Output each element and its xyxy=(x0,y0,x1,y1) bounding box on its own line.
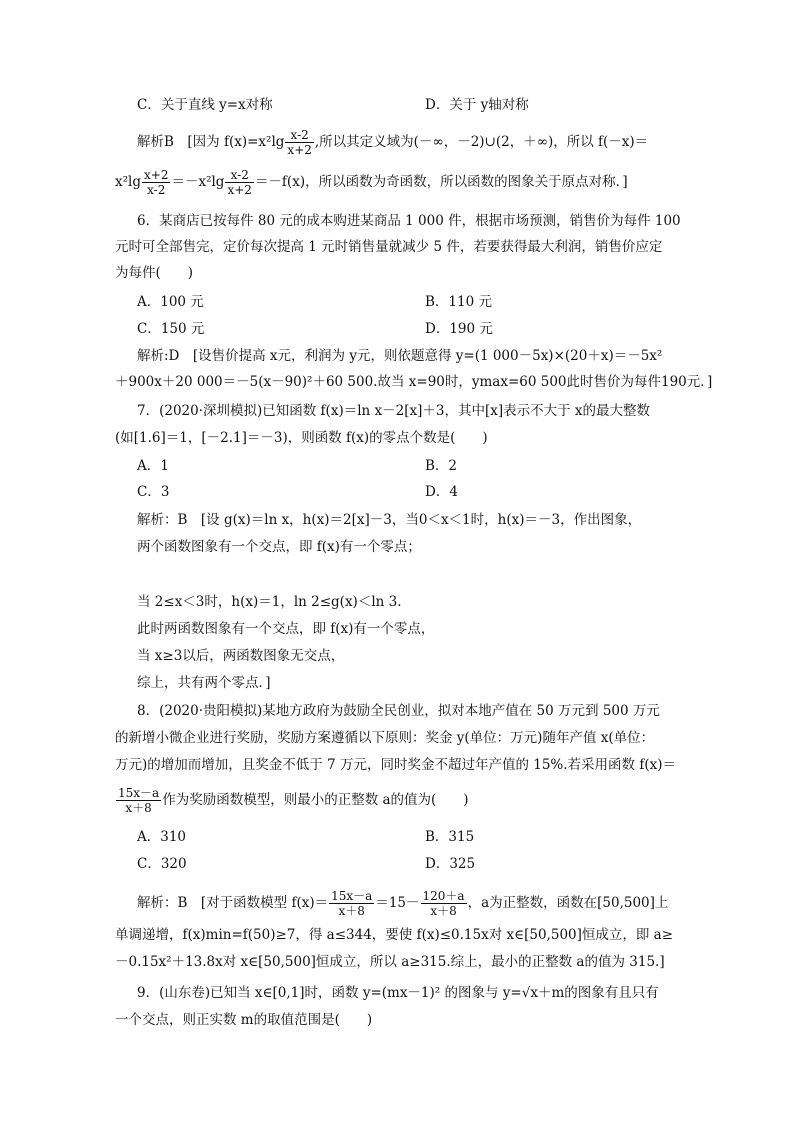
q7-option-d: D．4 xyxy=(425,484,458,500)
q6-stem-line1: 6．某商店已按每件 80 元的成本购进某商品 1 000 件，根据市场预测，销售价为每件 100 xyxy=(137,213,681,229)
fraction-denominator: x＋8 xyxy=(430,904,457,918)
q6-option-c: C．150 元 xyxy=(137,321,205,337)
q8-sol-text: ＝15－ xyxy=(375,895,420,911)
q8-option-a: A．310 xyxy=(137,829,187,845)
fraction-denominator: x＋8 xyxy=(338,904,365,918)
q5-option-c: C．关于直线 y=x对称 xyxy=(137,97,273,113)
fraction-denominator: x+2 xyxy=(227,183,252,197)
q8-stem-line2: 的新增小微企业进行奖励，奖励方案遵循以下原则：奖金 y(单位：万元)随年产值 x(单位： xyxy=(115,730,655,746)
fraction-numerator: 15x－a xyxy=(118,786,160,800)
q8-option-c: C．320 xyxy=(137,856,187,872)
q5-solution-line2 xyxy=(115,168,628,197)
fraction xyxy=(225,168,253,197)
fraction-denominator: x-2 xyxy=(147,183,166,197)
q7-option-b: B．2 xyxy=(425,458,458,474)
q5-sol-text: x²lg xyxy=(115,174,141,190)
q8-stem-line1: 8．(2020·贵阳模拟)某地方政府为鼓励全民创业，拟对本地产值在 50 万元到 500 万元 xyxy=(137,703,660,719)
fraction xyxy=(329,889,374,918)
fraction xyxy=(116,786,161,815)
q5-sol-text: 解析B [因为 f(x)=x²lg xyxy=(137,134,285,150)
q8-sol-text: ，a为正整数，函数在[50,500]上 xyxy=(467,895,669,911)
fraction xyxy=(142,168,170,197)
fraction-denominator: x+2 xyxy=(287,143,312,157)
fraction xyxy=(285,128,313,157)
q7-solution-line6: 综上，共有两个零点．] xyxy=(137,675,271,691)
q7-stem-line2: (如[1.6]＝1，[－2.1]＝－3)，则函数 f(x)的零点个数是( ) xyxy=(115,430,488,446)
q6-solution-line1: 解析:D [设售价提高 x元，利润为 y元，则依题意得 y=(1 000－5x)×(20＋x)＝－5x² xyxy=(137,348,663,364)
q7-solution-line3: 当 2≤x＜3时，h(x)＝1，ln 2≤g(x)＜ln 3. xyxy=(137,594,402,610)
q6-stem-line3: 为每件( ) xyxy=(115,265,194,281)
fraction-numerator: x-2 xyxy=(225,168,253,183)
q6-option-a: A．100 元 xyxy=(137,294,204,310)
q5-option-d: D．关于 y轴对称 xyxy=(425,97,529,113)
q6-stem-line2: 元时可全部售完，定价每次提高 1 元时销售量就减少 5 件，若要获得最大利润，销售价应定 xyxy=(115,239,663,255)
q7-solution-line4: 此时两函数图象有一个交点，即 f(x)有一个零点， xyxy=(137,621,435,637)
q8-stem-line3: 万元)的增加而增加，且奖金不低于 7 万元，同时奖金不超过年产值的 15%.若采用函数 f(x)＝ xyxy=(115,757,676,773)
fraction xyxy=(421,889,467,918)
fraction-numerator: 15x－a xyxy=(331,889,373,903)
q9-stem-line1: 9．(山东卷)已知当 x∈[0,1]时，函数 y=(mx－1)² 的图象与 y=√x＋m的图象有且只有 xyxy=(137,985,659,1001)
q8-option-b: B．315 xyxy=(425,829,475,845)
q8-sol-text: 解析：B [对于函数模型 f(x)＝ xyxy=(137,895,329,911)
q7-option-a: A．1 xyxy=(137,458,169,474)
q6-solution-line2: ＋900x＋20 000＝－5(x－90)²＋60 500.故当 x=90时，ymax=60 500此时售价为每件190元．] xyxy=(115,374,713,390)
q9-stem-line2: 一个交点，则正实数 m的取值范围是( ) xyxy=(115,1012,373,1028)
q7-option-c: C．3 xyxy=(137,484,170,500)
q5-sol-text: ＝－f(x)，所以函数为奇函数，所以函数的图象关于原点对称．] xyxy=(254,174,628,190)
q8-option-d: D．325 xyxy=(425,856,476,872)
q8-solution-line1 xyxy=(137,889,668,918)
fraction-denominator: x＋8 xyxy=(125,801,152,815)
q7-solution-line5: 当 x≥3以后，两函数图象无交点， xyxy=(137,648,345,664)
q8-stem-line4 xyxy=(115,786,469,815)
q7-stem-line1: 7．(2020·深圳模拟)已知函数 f(x)＝ln x－2[x]＋3，其中[x]表示不大于 x的最大整数 xyxy=(137,403,650,419)
q6-option-d: D．190 元 xyxy=(425,321,493,337)
q6-option-b: B．110 元 xyxy=(425,294,492,310)
q5-sol-text: ,所以其定义域为(－∞，－2)∪(2，＋∞)，所以 f(－x)＝ xyxy=(314,134,649,150)
fraction-numerator: x-2 xyxy=(285,128,313,143)
q8-stem-text: 作为奖励函数模型，则最小的正整数 a的值为( ) xyxy=(162,792,469,808)
q8-solution-line3: －0.15x²＋13.8x对 x∈[50,500]恒成立，所以 a≥315.综上，最小的正整数 a的值为 315.] xyxy=(115,954,665,970)
q7-solution-line1: 解析：B [设 g(x)＝ln x，h(x)＝2[x]－3，当0＜x＜1时，h(x)＝－3，作出图象， xyxy=(137,512,642,528)
q7-solution-line2: 两个函数图象有一个交点，即 f(x)有一个零点； xyxy=(137,539,421,555)
q5-solution-line1 xyxy=(137,128,648,157)
q5-sol-text: ＝－x²lg xyxy=(171,174,225,190)
fraction-numerator: x+2 xyxy=(144,168,169,182)
fraction-numerator: 120＋a xyxy=(422,889,465,903)
q8-solution-line2: 单调递增，f(x)min=f(50)≥7，得 a≤344，要使 f(x)≤0.15x对 x∈[50,500]恒成立，即 a≥ xyxy=(115,927,674,943)
